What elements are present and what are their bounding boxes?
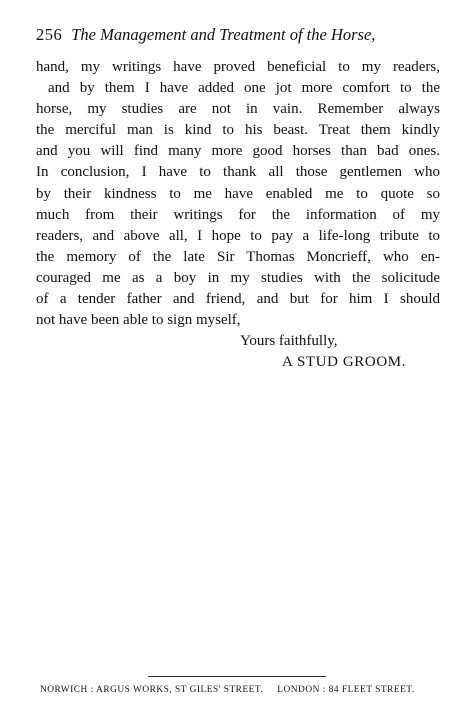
body-text [36, 57, 440, 373]
text-line: In conclusion, I have to thank all those gentlemen who [36, 164, 440, 181]
text-line: not have been able to sign myself, [36, 312, 241, 329]
imprint-london: LONDON : 84 FLEET STREET. [277, 685, 415, 695]
running-title: The Management and Treatment of the Horse, [71, 25, 376, 44]
closing-salutation: Yours faithfully, [240, 333, 338, 350]
signature: A STUD GROOM. [282, 354, 407, 371]
text-line: by their kindness to me have enabled me to quote so [36, 185, 440, 202]
text-line: hand, my writings have proved beneficial to my readers, [36, 59, 440, 75]
text-line: the memory of the late Sir Thomas Moncrieff, who en- [36, 248, 440, 265]
text-line: horse, my studies are not in vain. Remember always [36, 101, 440, 118]
footer-rule [148, 676, 326, 677]
text-line: and you will find many more good horses than bad ones. [36, 143, 440, 160]
page-number: 256 [36, 25, 63, 44]
text-line: much from their writings for the information of my [36, 206, 440, 223]
printer-imprint [40, 684, 440, 697]
text-line: the merciful man is kind to his beast. Treat them kindly [36, 122, 440, 139]
text-line: readers, and above all, I hope to pay a life-long tribute to [36, 227, 440, 244]
text-line: couraged me as a boy in my studies with the solicitude [36, 269, 440, 286]
imprint-norwich: NORWICH : ARGUS WORKS, ST GILES' STREET. [40, 685, 264, 695]
text-line: of a tender father and friend, and but for him I should [36, 291, 440, 308]
running-head [36, 24, 436, 46]
text-line: and by them I have added one jot more comfort to the [48, 80, 440, 97]
